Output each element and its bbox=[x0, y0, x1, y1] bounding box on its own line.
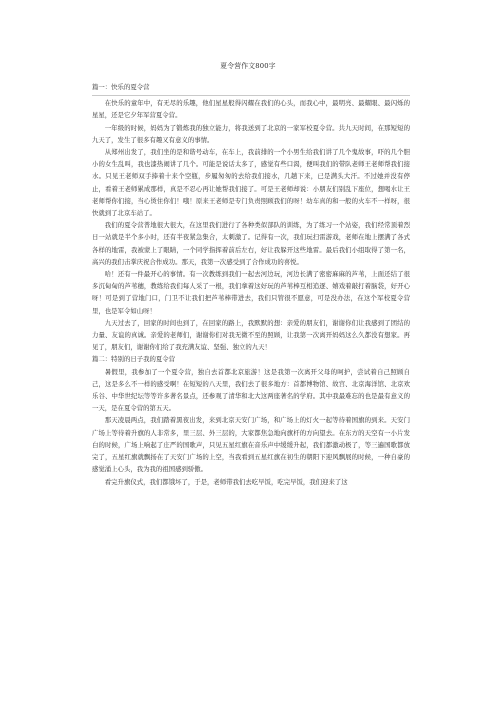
document-title: 夏令营作文800字 bbox=[220, 62, 276, 70]
document-body bbox=[92, 81, 410, 488]
paragraph: 从郑州出发了，我们坐的是和谐号动车，在车上，我前排的一个小男生给我们讲了几个鬼故事，吓的几个胆小的女生乱叫，我也漆热闹讲了几个。可能是说话太多了，感觉有些口渴，便叫我们的带队老师王老师帮我们接水。只见王老师双手捧着十来个空瓶，步履匆匆的去给我们接水，几趟下来，已是满头大汗。不过她并没有停止，看着王老师累成那样，真是不忍心再让她帮我们接了。可是王老师却说：小朋友们别乱下座位，想喝水让王老师帮你们接，当心烫住你们！哦！原来王老师是专门负责照顾我们的呀！幼车真的和一般的火车不一样呀，很快就到了北京车站了。 bbox=[92, 148, 410, 218]
paragraph: 一年级的时候，妈妈为了锻炼我的独立能力，将我送到了北京的一家军校夏令营。共九天时间，在那短短的九天了，发生了很多有趣又有意义的事情。 bbox=[92, 123, 410, 144]
section-heading: 篇二：特别的日子我的夏令营 bbox=[92, 355, 176, 364]
paragraph: 我们的夏令营普地很大很大，在这里我们进行了各种类似部队的训练，为了练习一个站姿，我们经常顶着烈日一站就是半个多小时，还有半夜紧急集合，太刺激了。记得有一次，我们玩扫雷游戏，老师在地上摆满了各式各样的地雷，我被蒙上了眼睛，一个同学指挥着前后左右，好让我躲开这些地雷。最后我们小组取得了第一名，高兴的我们击掌庆祝合作成功。那天，我第一次感受到了合作成功的喜悦。 bbox=[92, 221, 410, 266]
paragraph: 暑假里，我参加了一个夏令营，独自去首都北京旅游！这是我第一次离开父母的呵护，尝试着自己照顾自己，这是多么不一样的感受啊！在短短的八天里，我们去了很多地方：首都博物馆、故宫、北京海洋馆、北京欢乐谷、中华世纪坛等等许多著名景点，还参观了清华和北大这两座著名的学府。其中我最难忘的也是最有意义的一天，是在夏令营的第五天。 bbox=[92, 367, 410, 413]
section-heading: 篇一：快乐的夏令营 bbox=[92, 83, 150, 91]
paragraph: 九天过去了，回家的时间也到了，在回家的路上，我默默的想：亲爱的朋友们，谢谢你们让我感到了团结的力量、友谊的真诚。亲爱的老师们，谢谢你们对我无微不至的照顾，让我第一次离开妈妈这么久都没有想家。再见了，朋友们，谢谢你们给了我充满友谊、坚强、独立的九天！ bbox=[92, 318, 410, 352]
paragraph: 哈！还有一件最开心的事情。有一次教练到我们一起去河边玩，河边长满了密密麻麻的芦苇，上面还结了很多沉甸甸的芦苇穗，教练给我们每人采了一根，我们拿着这好玩的芦苇棒互相追逐、嬉戏着敲打着脑袋，好开心呀！可是到了营地门口，门卫不让我们把芦苇棒带进去，我们只管很不愿意，可是没办法，在这个军校夏令营里，也是军令如山呀！ bbox=[92, 270, 410, 315]
paragraph: 看完升旗仪式，我们都饿坏了，于是，老师带我们去吃早饭，吃完早饭，我们迎来了这 bbox=[104, 477, 348, 486]
heading-divider bbox=[92, 95, 410, 96]
paragraph: 那天凌晨两点，我们踏着黑夜出发，来到北京天安门广场，和广场上的灯火一起等待着国旗的到来。天安门广场上等待着升旗的人非常多，里三层、外三层的，大家都焦急地向旗杆的方向望去。在东方的天空有一小片发白的时候，广场上响起了庄严的国歌声，只见五星红旗在音乐声中缓缓升起，我们都激动极了，等三遍国歌都放完了，五星红旗就飘扬在了天安门广场的上空，当我看到五星红旗在初生的朝阳下迎风飘展的时候，一种自豪的感觉涌上心头，我为我的祖国感到骄傲。 bbox=[92, 416, 410, 474]
paragraph: 在快乐的童年中，有无尽的乐趣，他们星星般得闪耀在我们的心头，而我心中，最明亮、最耀眼、最闪烁的星星，还是它夕年军营夏令营。 bbox=[92, 99, 410, 120]
